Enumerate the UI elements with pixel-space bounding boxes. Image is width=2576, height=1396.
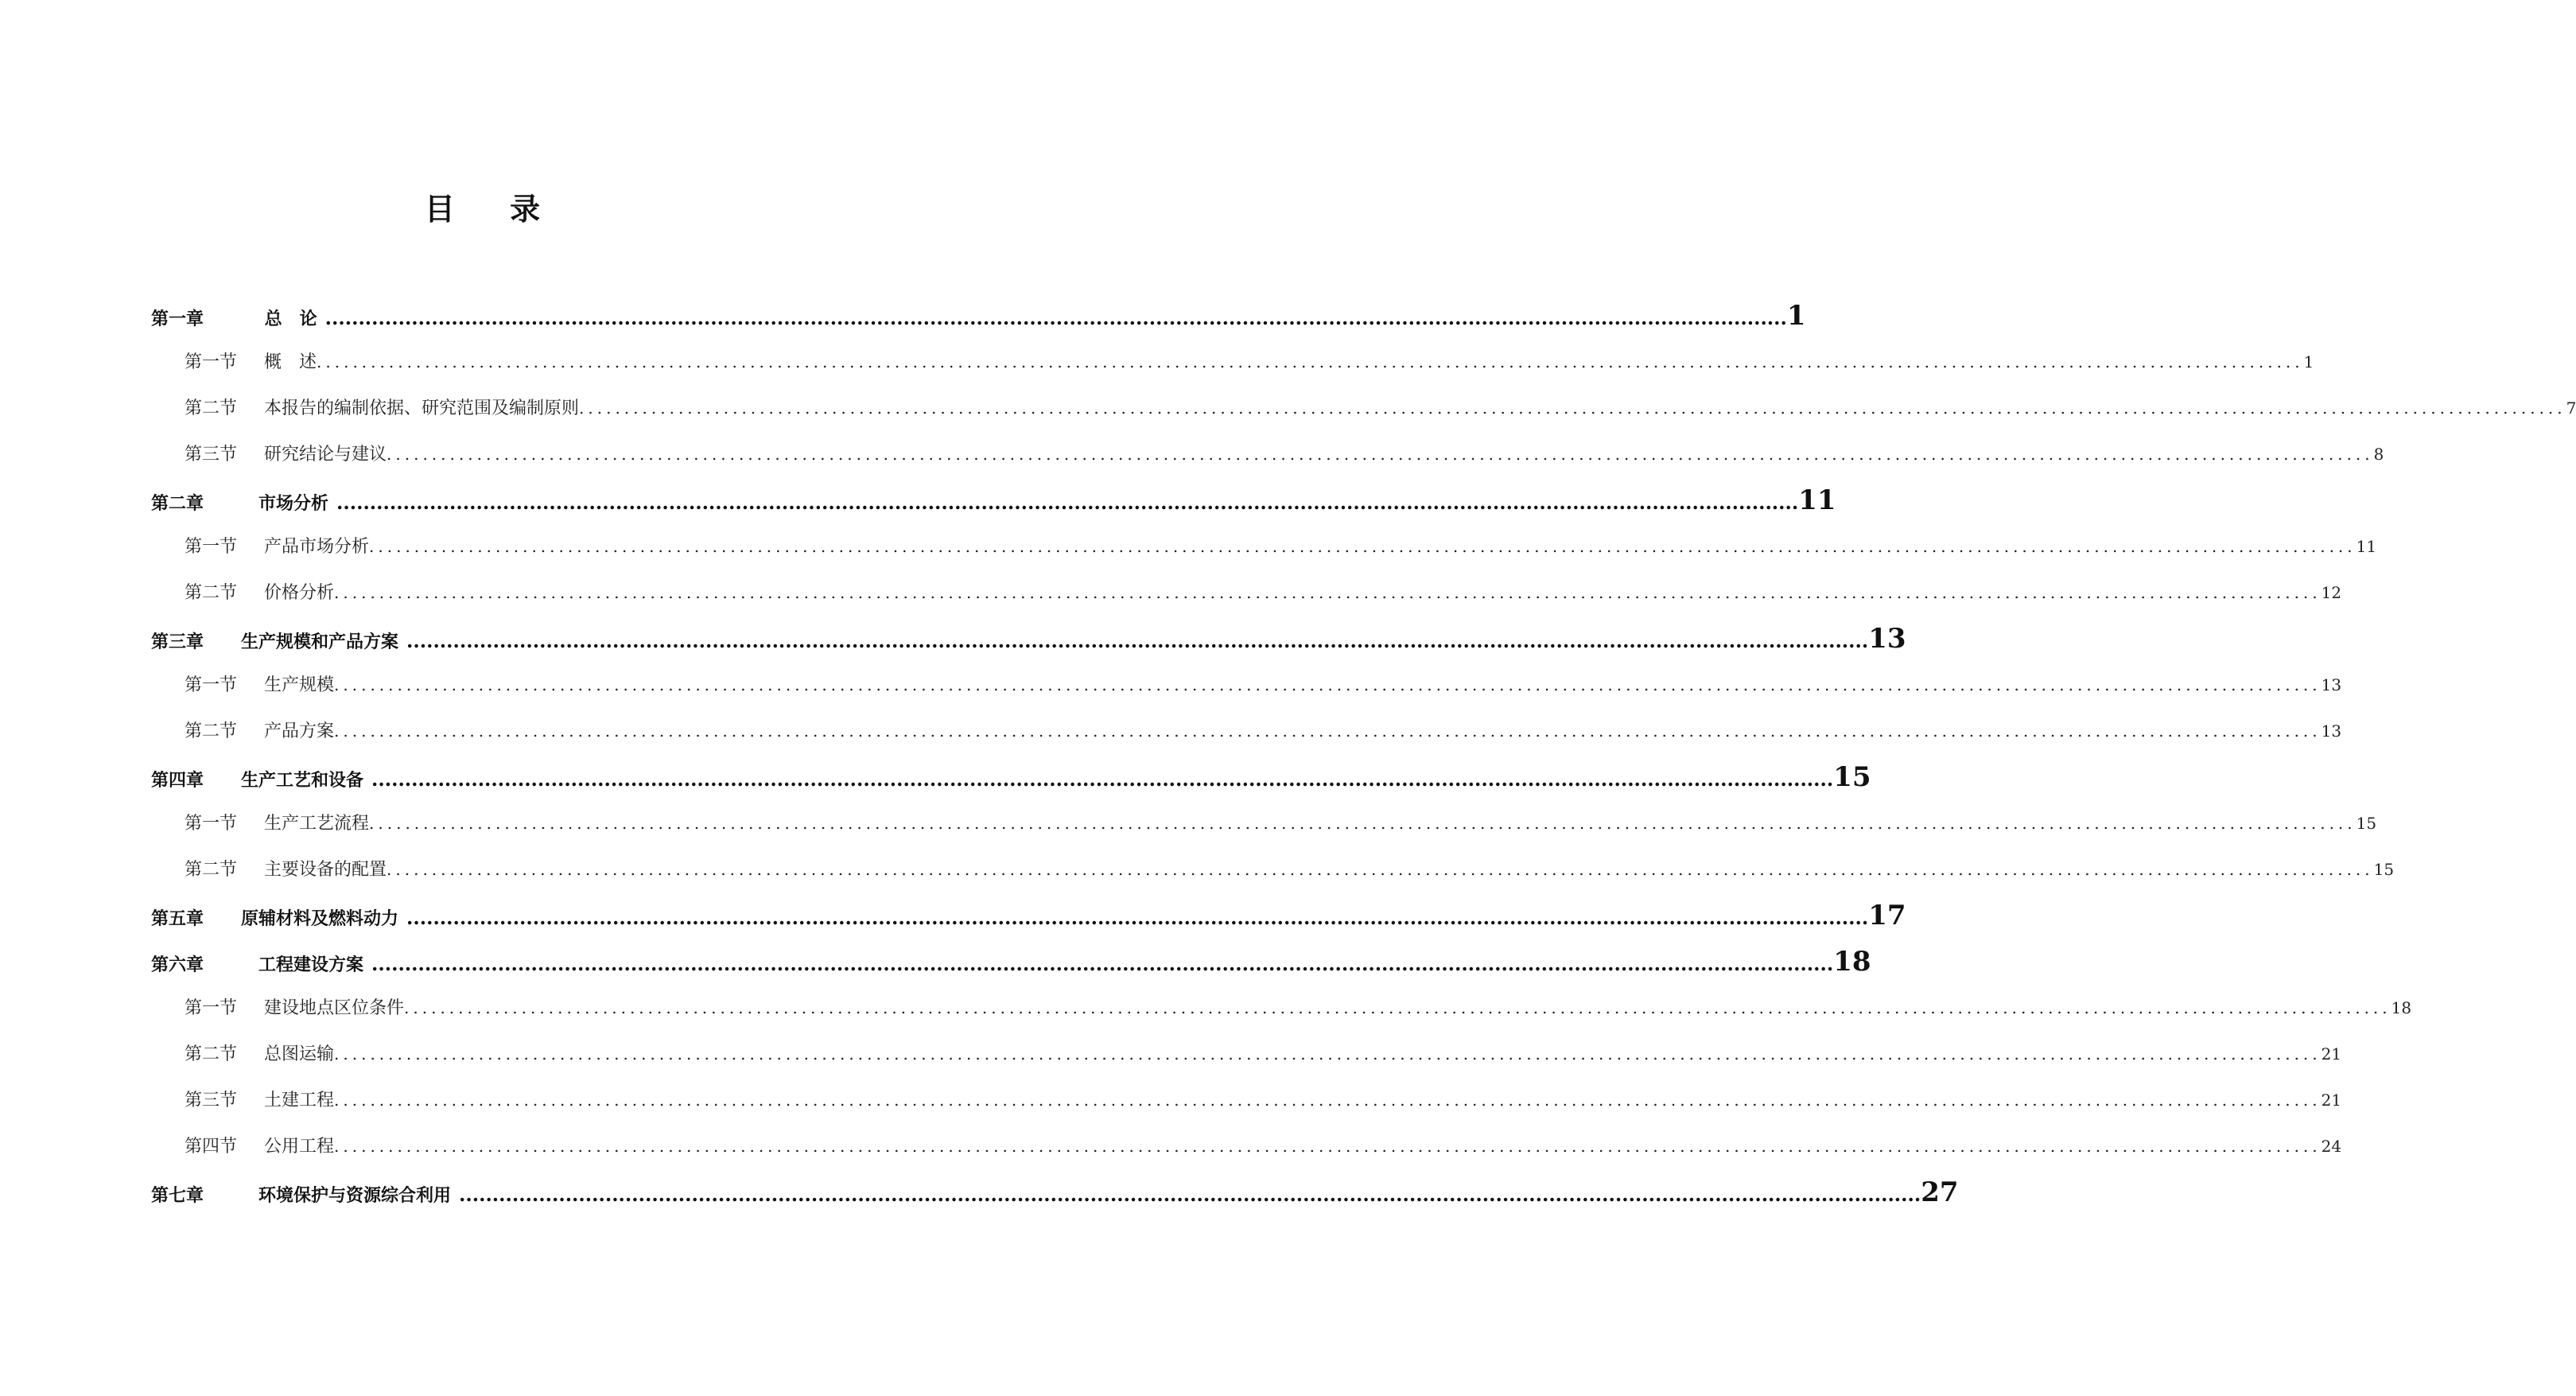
toc-entry-title: 生产规模 [264, 675, 335, 695]
toc-entry-label: 第一节 [185, 998, 238, 1018]
toc-entry-title: 生产规模和产品方案 [241, 632, 399, 652]
toc-page-number: 15 [2373, 860, 2395, 879]
toc-section-entry[interactable] [151, 523, 2377, 570]
toc-section-entry[interactable] [151, 985, 2412, 1031]
toc-chapter-entry[interactable] [151, 754, 1871, 800]
toc-entry-title: 公用工程 [264, 1137, 335, 1157]
toc-page-number: 1 [2303, 352, 2314, 371]
toc-dot-leader: ............................................................................................................................................................................................................................ [334, 675, 2322, 694]
toc-entry-title: 本报告的编制依据、研究范围及编制原则 [264, 399, 580, 418]
toc-page-number: 21 [2321, 1091, 2342, 1110]
toc-chapter-entry[interactable] [151, 616, 1906, 662]
toc-dot-leader: ............................................................................................................................................................................................................................ [336, 491, 1799, 514]
toc-page-number: 15 [1833, 761, 1871, 793]
toc-section-entry[interactable] [151, 339, 2314, 385]
toc-section-entry[interactable] [151, 1031, 2342, 1077]
toc-dot-leader: ............................................................................................................................................................................................................................ [334, 1091, 2322, 1110]
toc-entry-title: 生产工艺流程 [264, 814, 370, 834]
toc-page-number: 13 [1868, 623, 1906, 655]
toc-dot-leader: ............................................................................................................................................................................................................................ [406, 629, 1869, 652]
toc-entry-title: 价格分析 [264, 583, 335, 603]
toc-page-number: 11 [2356, 537, 2377, 556]
toc-dot-leader: ............................................................................................................................................................................................................................ [371, 768, 1834, 791]
toc-entry-label: 第二节 [185, 399, 238, 418]
toc-dot-leader: ............................................................................................................................................................................................................................ [459, 1183, 1921, 1206]
toc-entry-title: 生产工艺和设备 [241, 770, 364, 791]
toc-entry-label: 第二节 [185, 721, 238, 741]
toc-entry-label: 第三节 [185, 1091, 238, 1110]
toc-entry-title: 环境保护与资源综合利用 [241, 1185, 452, 1206]
toc-entry-label: 第三章 [151, 632, 204, 652]
toc-entry-title: 原辅材料及燃料动力 [241, 908, 399, 929]
toc-dot-leader: ............................................................................................................................................................................................................................ [371, 952, 1834, 975]
toc-page-number: 8 [2373, 445, 2384, 464]
toc-section-entry[interactable] [151, 385, 2576, 431]
toc-entry-title: 建设地点区位条件 [264, 998, 405, 1018]
toc-list [151, 293, 2576, 1215]
toc-dot-leader: ............................................................................................................................................................................................................................ [334, 721, 2322, 741]
toc-page-number: 18 [1833, 946, 1871, 978]
toc-entry-label: 第四节 [185, 1137, 238, 1157]
toc-entry-label: 第一章 [151, 309, 204, 329]
toc-section-entry[interactable] [151, 846, 2395, 892]
toc-entry-label: 第六章 [151, 955, 204, 975]
toc-entry-title: 研究结论与建议 [264, 445, 387, 465]
toc-section-entry[interactable] [151, 800, 2377, 846]
toc-page-number: 11 [1798, 484, 1836, 516]
toc-entry-title: 概 述 [264, 352, 317, 372]
toc-page-number: 1 [1786, 300, 1806, 332]
toc-entry-label: 第二节 [185, 860, 238, 880]
toc-section-entry[interactable] [151, 708, 2342, 754]
toc-entry-title: 市场分析 [241, 493, 329, 514]
toc-entry-label: 第四章 [151, 770, 204, 791]
toc-chapter-entry[interactable] [151, 477, 1836, 523]
toc-page-number: 17 [1868, 900, 1906, 931]
toc-chapter-entry[interactable] [151, 892, 1906, 939]
toc-section-entry[interactable] [151, 1077, 2342, 1123]
toc-entry-label: 第三节 [185, 445, 238, 465]
toc-entry-label: 第一节 [185, 675, 238, 695]
toc-entry-title: 总 论 [241, 309, 317, 329]
toc-dot-leader: ............................................................................................................................................................................................................................ [334, 583, 2322, 602]
toc-page-number: 13 [2321, 721, 2342, 741]
toc-entry-title: 产品市场分析 [264, 537, 370, 557]
toc-dot-leader: ............................................................................................................................................................................................................................ [387, 860, 2374, 879]
toc-entry-title: 工程建设方案 [241, 955, 364, 975]
toc-entry-title: 主要设备的配置 [264, 860, 387, 880]
toc-entry-label: 第一节 [185, 814, 238, 834]
toc-dot-leader: ............................................................................................................................................................................................................................ [324, 306, 1787, 329]
toc-section-entry[interactable] [151, 1123, 2342, 1169]
toc-page-number: 21 [2321, 1044, 2342, 1064]
toc-dot-leader: ............................................................................................................................................................................................................................ [579, 399, 2566, 418]
toc-page-number: 18 [2391, 998, 2412, 1017]
toc-dot-leader: ............................................................................................................................................................................................................................ [369, 814, 2356, 833]
toc-entry-label: 第一节 [185, 537, 238, 557]
toc-entry-title: 总图运输 [264, 1044, 335, 1064]
toc-dot-leader: ............................................................................................................................................................................................................................ [406, 906, 1869, 929]
toc-entry-label: 第七章 [151, 1185, 204, 1206]
toc-page-number: 12 [2321, 583, 2342, 602]
toc-dot-leader: ............................................................................................................................................................................................................................ [369, 537, 2356, 556]
toc-section-entry[interactable] [151, 662, 2342, 708]
toc-section-entry[interactable] [151, 431, 2384, 477]
toc-entry-title: 土建工程 [264, 1091, 335, 1110]
toc-page-number: 13 [2321, 675, 2342, 694]
toc-page-number: 15 [2356, 814, 2377, 833]
toc-title: 目 录 [424, 191, 563, 227]
toc-entry-label: 第五章 [151, 908, 204, 929]
toc-entry-title: 产品方案 [264, 721, 335, 741]
toc-chapter-entry[interactable] [151, 293, 1806, 339]
toc-dot-leader: ............................................................................................................................................................................................................................ [317, 352, 2304, 371]
toc-page-number: 27 [1921, 1176, 1959, 1208]
toc-entry-label: 第二章 [151, 493, 204, 514]
toc-page-number: 7 [2566, 399, 2576, 418]
toc-entry-label: 第二节 [185, 583, 238, 603]
toc-dot-leader: ............................................................................................................................................................................................................................ [334, 1137, 2322, 1156]
toc-section-entry[interactable] [151, 570, 2342, 616]
toc-dot-leader: ............................................................................................................................................................................................................................ [387, 445, 2374, 464]
toc-chapter-entry[interactable] [151, 1169, 1959, 1215]
toc-entry-label: 第二节 [185, 1044, 238, 1064]
toc-page-number: 24 [2321, 1137, 2342, 1156]
toc-chapter-entry[interactable] [151, 939, 1871, 985]
toc-dot-leader: ............................................................................................................................................................................................................................ [334, 1044, 2322, 1064]
toc-entry-label: 第一节 [185, 352, 238, 372]
toc-dot-leader: ............................................................................................................................................................................................................................ [404, 998, 2391, 1017]
